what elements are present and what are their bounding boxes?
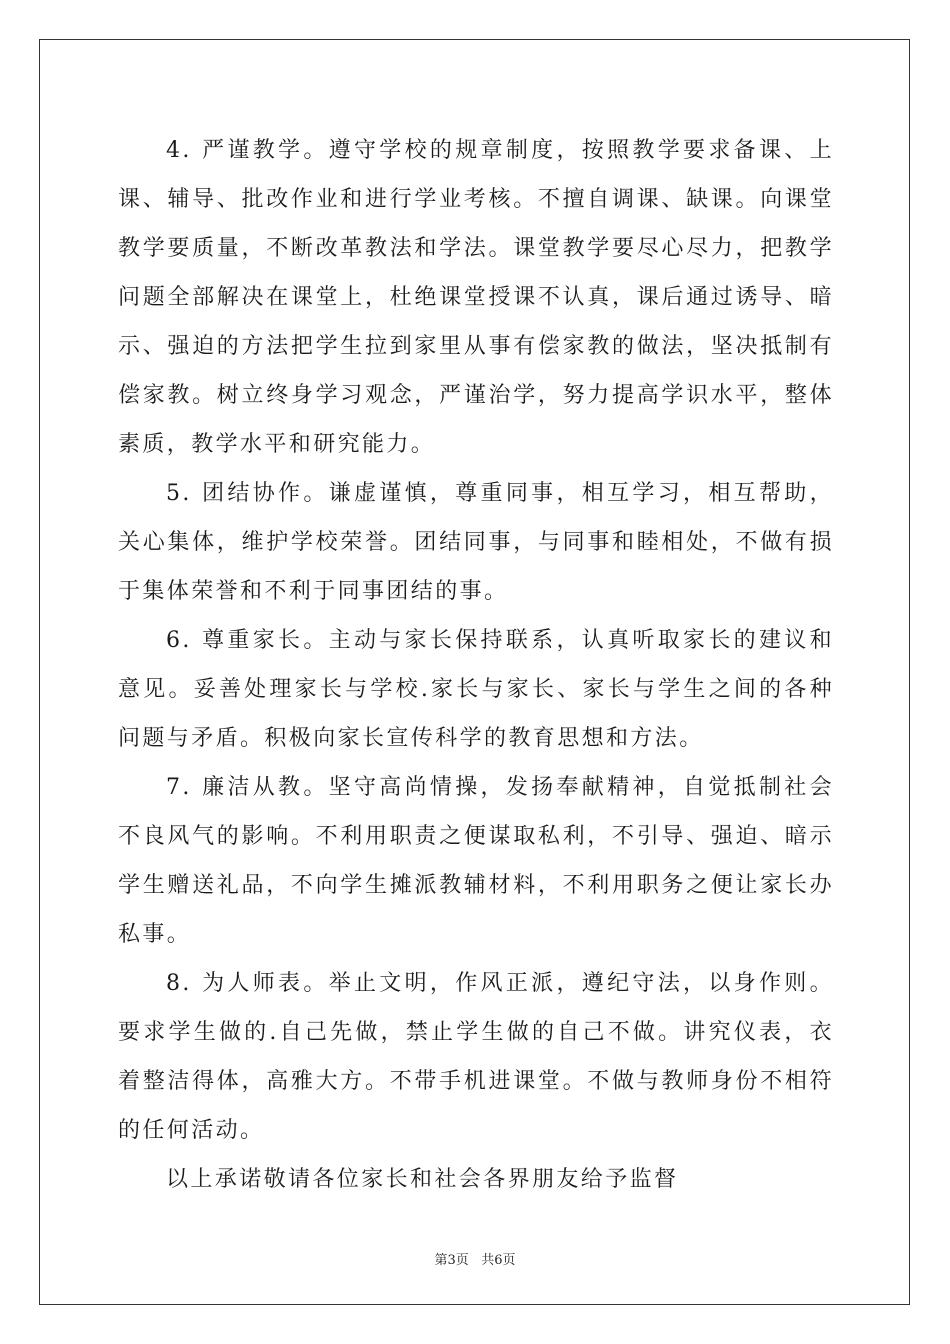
paragraph-closing-statement: 以上承诺敬请各位家长和社会各界朋友给予监督	[166, 1167, 679, 1192]
paragraph-role-model: 8. 为人师表。举止文明，作风正派，遵纪守法，以身作则。要求学生做的.自己先做，禁止学生做的自己不做。讲究仪表，衣着整洁得体，高雅大方。不带手机进课堂。不做与教师身份不相符的任何活动。	[118, 971, 834, 1143]
paragraph-integrity: 7. 廉洁从教。坚守高尚情操，发扬奉献精神，自觉抵制社会不良风气的影响。不利用职责之便谋取私利，不引导、强迫、暗示学生赠送礼品，不向学生摊派教辅材料，不利用职务之便让家长办私事。	[118, 775, 834, 947]
paragraph-rigorous-teaching: 4. 严谨教学。遵守学校的规章制度，按照教学要求备课、上课、辅导、批改作业和进行学业考核。不擅自调课、缺课。向课堂教学要质量，不断改革教法和学法。课堂教学要尽心尽力，把教学问题全部解决在课堂上，杜绝课堂授课不认真，课后通过诱导、暗示、强迫的方法把学生拉到家里从事有偿家教的做法，坚决抵制有偿家教。树立终身学习观念，严谨治学，努力提高学识水平，整体素质，教学水平和研究能力。	[118, 138, 834, 457]
page-total: 共6页	[481, 1253, 516, 1268]
page-number: 第3页	[434, 1253, 469, 1268]
document-body	[118, 126, 834, 1204]
paragraph-teamwork: 5. 团结协作。谦虚谨慎，尊重同事，相互学习，相互帮助，关心集体，维护学校荣誉。团结同事，与同事和睦相处，不做有损于集体荣誉和不利于同事团结的事。	[118, 481, 834, 604]
page-footer	[0, 1249, 950, 1268]
paragraph-respect-parents: 6. 尊重家长。主动与家长保持联系，认真听取家长的建议和意见。妥善处理家长与学校.家长与家长、家长与学生之间的各种问题与矛盾。积极向家长宣传科学的教育思想和方法。	[118, 628, 834, 751]
